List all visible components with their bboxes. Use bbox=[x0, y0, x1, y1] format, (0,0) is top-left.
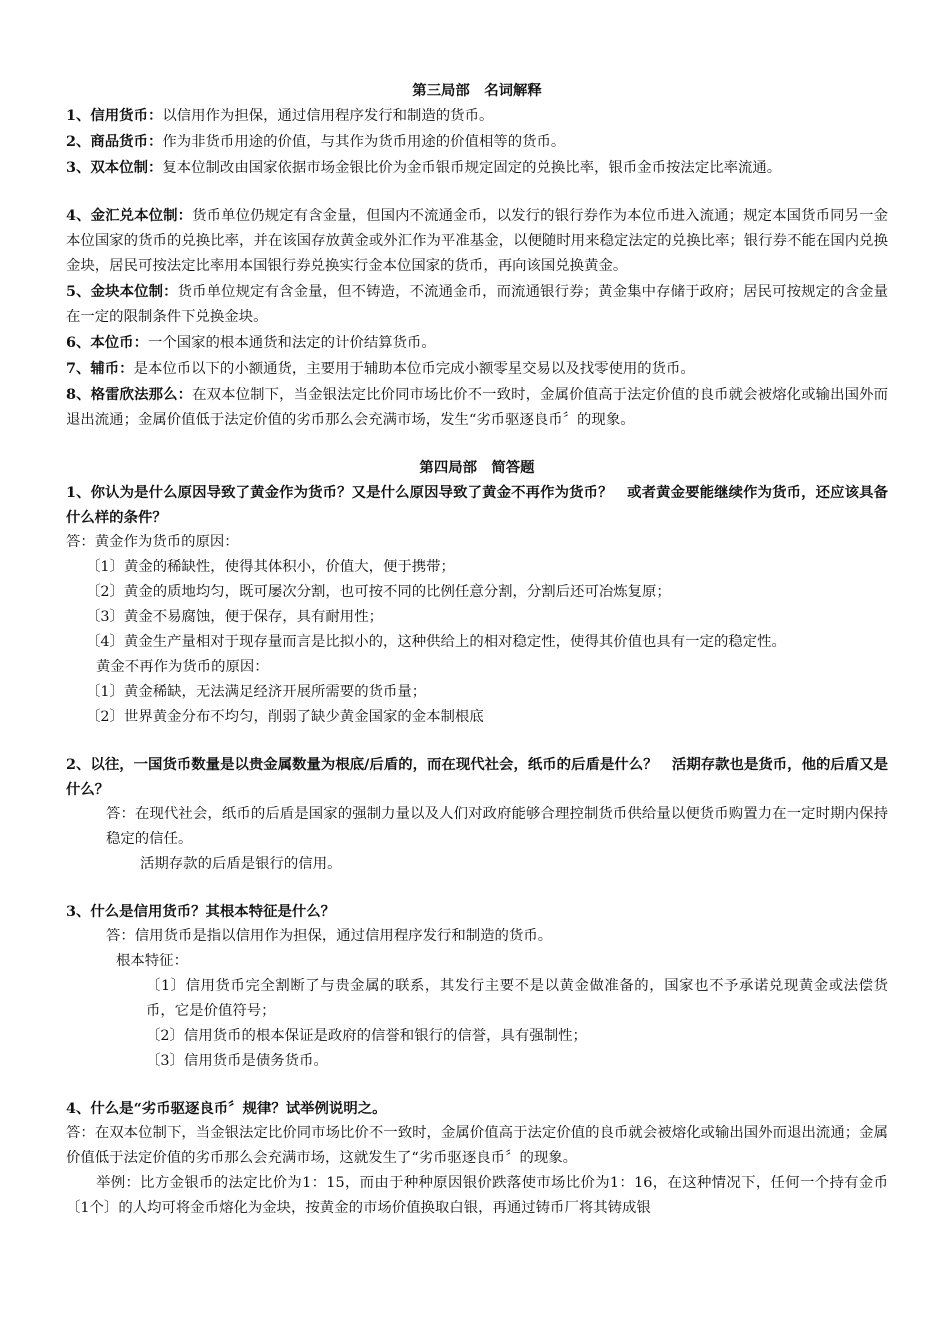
answer-3-feature-1: 〔1〕信用货币完全割断了与贵金属的联系，其发行主要不是以黄金做准备的，国家也不予承诺兑现黄金或法偿货币，它是价值符号； bbox=[146, 978, 888, 1019]
answer-1-reason-4: 〔4〕黄金生产量相对于现存量而言是比拟小的，这种供给上的相对稳定性，使得其价值也具有一定的稳定性。 bbox=[86, 634, 786, 650]
definition-text: 货币单位规定有含金量，但不铸造，不流通金币，而流通银行券；黄金集中存储于政府；居民可按规定的含金量在一定的限制条件下兑换金块。 bbox=[66, 284, 888, 325]
answer-1-reason2-1: 〔1〕黄金稀缺，无法满足经济开展所需要的货币量； bbox=[86, 684, 427, 700]
definition-5 bbox=[66, 279, 888, 330]
answer-2-b: 活期存款的后盾是银行的信用。 bbox=[140, 856, 342, 872]
definition-text: 是本位币以下的小额通货，主要用于辅助本位币完成小额零星交易以及找零使用的货币。 bbox=[133, 361, 695, 377]
answer-1-intro: 答：黄金作为货币的原因： bbox=[66, 534, 239, 550]
definition-1 bbox=[66, 103, 888, 129]
answer-3-feature-2: 〔2〕信用货币的根本保证是政府的信誉和银行的信誉，具有强制性； bbox=[146, 1028, 587, 1044]
term: 8、格雷欣法那么： bbox=[66, 386, 193, 403]
definition-6 bbox=[66, 330, 888, 356]
question-1: 1、你认为是什么原因导致了黄金作为货币？又是什么原因导致了黄金不再作为货币？ 或者黄金要能继续作为货币，还应该具备什么样的条件？ bbox=[66, 484, 888, 526]
answer-3-feature-3: 〔3〕信用货币是债务货币。 bbox=[146, 1053, 328, 1069]
question-4: 4、什么是“劣币驱逐良币〞规律？试举例说明之。 bbox=[66, 1100, 387, 1117]
part3-title: 第三局部 名词解释 bbox=[412, 82, 542, 99]
definition-text: 作为非货币用途的价值，与其作为货币用途的价值相等的货币。 bbox=[162, 134, 566, 150]
question-3: 3、什么是信用货币？其根本特征是什么？ bbox=[66, 903, 336, 920]
answer-3-features-title: 根本特征： bbox=[116, 953, 188, 969]
answer-4: 答：在双本位制下，当金银法定比价同市场比价不一致时，金属价值高于法定价值的良币就会被熔化或输出国外而退出流通；金属价值低于法定价值的劣币那么会充满市场，这就发生了“劣币驱逐良币〞的现象。 bbox=[66, 1125, 888, 1166]
term: 7、辅币： bbox=[66, 360, 134, 377]
question-2: 2、以往，一国货币数量是以贵金属数量为根底/后盾的，而在现代社会，纸币的后盾是什么？ 活期存款也是货币，他的后盾又是什么？ bbox=[66, 756, 888, 798]
term: 6、本位币： bbox=[66, 334, 148, 351]
document-page bbox=[66, 78, 888, 1221]
term: 2、商品货币： bbox=[66, 133, 163, 150]
definition-text: 复本位制改由国家依据市场金银比价为金币银币规定固定的兑换比率，银币金币按法定比率流通。 bbox=[162, 160, 782, 176]
answer-1-reason-3: 〔3〕黄金不易腐蚀，便于保存，具有耐用性； bbox=[86, 609, 383, 625]
answer-4-example: 举例：比方金银币的法定比价为1：15，而由于种种原因银价跌落使市场比价为1：16，在这种情况下，任何一个持有金币〔1个〕的人均可将金币熔化为金块，按黄金的市场价值换取白银，再通过铸币厂将其铸成银 bbox=[66, 1175, 888, 1216]
term: 5、金块本位制： bbox=[66, 283, 178, 300]
term: 3、双本位制： bbox=[66, 159, 163, 176]
answer-3: 答：信用货币是指以信用作为担保，通过信用程序发行和制造的货币。 bbox=[106, 928, 553, 944]
definition-text: 在双本位制下，当金银法定比价同市场比价不一致时，金属价值高于法定价值的良币就会被熔化或输出国外而退出流通；金属价值低于法定价值的劣币那么会充满市场，发生“劣币驱逐良币〞的现象。 bbox=[66, 387, 888, 428]
answer-1-reason-1: 〔1〕黄金的稀缺性，使得其体积小，价值大，便于携带； bbox=[86, 559, 455, 575]
answer-1-reason-2: 〔2〕黄金的质地均匀，既可屡次分割，也可按不同的比例任意分割，分割后还可冶炼复原； bbox=[86, 584, 671, 600]
definition-2 bbox=[66, 129, 888, 155]
definition-text: 一个国家的根本通货和法定的计价结算货币。 bbox=[147, 335, 436, 351]
term: 1、信用货币： bbox=[66, 107, 163, 124]
answer-1-intro-2: 黄金不再作为货币的原因： bbox=[96, 659, 269, 675]
definition-text: 货币单位仍规定有含金量，但国内不流通金币，以发行的银行券作为本位币进入流通；规定本国货币同另一金本位国家的货币的兑换比率，并在该国存放黄金或外汇作为平准基金，以便随时用来稳定法定的兑换比率；银行券不能在国内兑换金块，居民可按法定比率用本国银行券兑换实行金本位国家的货币，再向该国兑换黄金。 bbox=[66, 208, 888, 274]
definition-7 bbox=[66, 356, 888, 382]
definition-4 bbox=[66, 203, 888, 279]
definition-text: 以信用作为担保，通过信用程序发行和制造的货币。 bbox=[162, 108, 494, 124]
answer-2: 答：在现代社会，纸币的后盾是国家的强制力量以及人们对政府能够合理控制货币供给量以便货币购置力在一定时期内保持稳定的信任。 bbox=[106, 806, 888, 847]
definition-8 bbox=[66, 382, 888, 433]
term: 4、金汇兑本位制： bbox=[66, 207, 193, 224]
answer-1-reason2-2: 〔2〕世界黄金分布不均匀，削弱了缺少黄金国家的金本制根底 bbox=[86, 709, 484, 725]
part4-title: 第四局部 简答题 bbox=[419, 459, 535, 476]
definition-3 bbox=[66, 155, 888, 181]
